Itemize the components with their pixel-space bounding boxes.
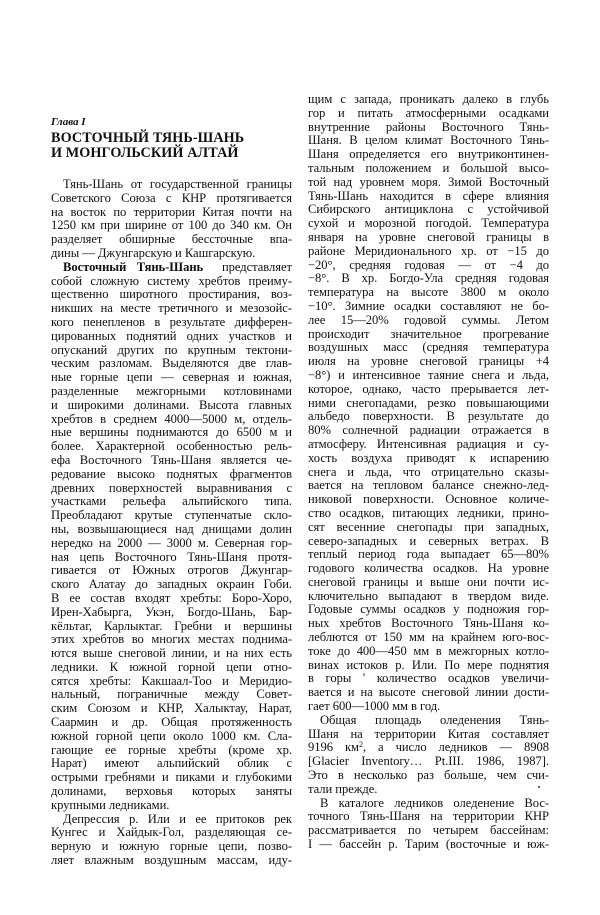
text-line: теплый период года выпадает 65—80% <box>308 547 549 562</box>
text-line: гает 600—1000 мм в год. <box>308 699 441 714</box>
text-line: ство осадков, питающих ледники, прино- <box>308 505 549 520</box>
bold-term: Восточный Тянь-Шань <box>63 259 204 274</box>
text-line: ны, возвышающиеся над днищами долин <box>51 521 292 536</box>
text-line-bold-lead <box>51 261 292 275</box>
text-line: ная цепь Восточного Тянь-Шаня протя- <box>51 549 292 564</box>
text-line: южной горной цепи около 1000 км. Сла- <box>51 728 292 743</box>
text-line: 1250 км при ширине от 100 до 340 км. Он <box>51 218 292 233</box>
text-line: ключительно выпадают в твердом виде. <box>308 588 549 603</box>
text-line: собой сложную систему хребтов преиму- <box>51 273 292 288</box>
text-line: гивается от Южных отрогов Джунгар- <box>51 563 292 578</box>
text-line: щим с запада, проникать далеко в глубь <box>308 92 549 106</box>
text-line: редование высоко поднятых фрагментов <box>51 466 292 481</box>
text-line: Саармин и др. Общая протяженность <box>51 715 292 730</box>
text-line: точного Тянь-Шаня на территории КНР <box>308 809 549 824</box>
text-line: опусканий других по крупным тектони- <box>51 342 292 357</box>
text-line: и широкими долинами. Высота главных <box>51 397 292 412</box>
text-line: В каталоге ледников оледенение Вос- <box>320 795 549 810</box>
text-line: винах истоков р. Или. По мере поднятия <box>308 657 549 672</box>
text-line: I — бассейн р. Тарим (восточные и юж- <box>308 837 549 852</box>
text-line: Шаня на территории Китая составляет <box>308 726 549 741</box>
text-line: вается на тепловом балансе снежно-лед- <box>308 478 549 493</box>
text-line: тали прежде. <box>308 781 378 796</box>
text-line: −10°. Зимние осадки составляют не бо- <box>308 298 549 313</box>
text-line: на восток по территории Китая почти на <box>51 204 292 219</box>
text-line: воздушных масс (средняя температура <box>308 340 549 355</box>
text-line: Депрессия р. Или и ее притоков рек <box>63 811 292 826</box>
text-line: Советского Союза с КНР протягивается <box>51 190 292 205</box>
text-line: В ее состав входят хребты: Боро-Хоро, <box>51 590 292 605</box>
text-line: −8°. В хр. Богдо-Ула средняя годовая <box>308 271 549 286</box>
text-line: токе до 400—450 мм в межгорных котло- <box>308 643 549 658</box>
text-line: снеговой границы и выше они почти ис- <box>308 574 549 589</box>
text-line: дины — Джунгарскую и Кашгарскую. <box>51 245 256 260</box>
text-line: которое, однако, часто прерывается лет- <box>308 381 549 396</box>
text-line: рассматривается по четырем бассейнам: <box>308 823 549 838</box>
text-line: той над уровнем моря. Зимой Восточный <box>308 174 549 189</box>
text-line: северо-западных и северных ветрах. В <box>308 533 549 548</box>
text-line: Это в несколько раз больше, чем счи- <box>308 768 549 783</box>
text-line: никовой поверхности. Основное количе- <box>308 492 549 507</box>
left-text-column <box>51 178 292 868</box>
text-line: ляет влажным воздушным массам, иду- <box>51 853 292 868</box>
text-line: хость воздуха приводят к испарению <box>308 450 549 465</box>
text-line: ским Союзом и КНР, Халыктау, Нарат, <box>51 701 292 716</box>
spacer <box>203 260 222 274</box>
text-line: июля на уровне снеговой границы +4 <box>308 354 549 369</box>
text-line: ческим разломам. Выделяются две глав- <box>51 356 292 371</box>
chapter-title <box>51 131 244 161</box>
text-line: более. Характерной особенностью рель- <box>51 439 292 454</box>
text-line: ефа Восточного Тянь-Шаня является че- <box>51 452 292 467</box>
text-line: гающие ее горные хребты (кроме хр. <box>51 742 292 757</box>
text-line: снега и льда, что отрицательно сказы- <box>308 464 549 479</box>
text-line: верную и южную горные цепи, позво- <box>51 839 292 854</box>
scan-speck <box>538 786 540 788</box>
text-line: Годовые суммы осадков у подножия гор- <box>308 602 549 617</box>
text-line: ними снегопадами, резко повышающими <box>308 395 549 410</box>
text-line: атмосферу. Интенсивная радиация и су- <box>308 436 549 451</box>
text-line: 80% солнечной радиации отражается в <box>308 423 549 438</box>
text-line: Шаня. В целом климат Восточного Тянь- <box>308 133 549 148</box>
text-line: внутренние районы Восточного Тянь- <box>308 119 549 134</box>
text-line: лее 15—20% годовой суммы. Летом <box>308 312 549 327</box>
text-line: районе Меридионального хр. от −15 до <box>308 243 549 258</box>
text-line: [Glacier Inventory… Pt.III. 1986, 1987]. <box>308 754 549 769</box>
text-line: Шаня определяется его внутриконтинен- <box>308 147 549 162</box>
text-line: нередко на 2000 — 3000 м. Северная гор- <box>51 535 292 550</box>
text-line: ных хребтов Восточного Тянь-Шаня ко- <box>308 616 549 631</box>
text-line: нальный, пограничные между Совет- <box>51 687 292 702</box>
superscript: 2 <box>358 740 363 750</box>
text-line: Тянь-Шань находится в сфере влияния <box>308 188 549 203</box>
text-line: цированных поднятий одних участков и <box>51 328 292 343</box>
text-line: температура на высоте 3800 м около <box>308 285 549 300</box>
text-line: происходит значительное прогревание <box>308 326 549 341</box>
text-line: в горы ' количество осадков увеличи- <box>308 671 549 686</box>
text-line: кого пенепленов в результате дифферен- <box>51 314 292 329</box>
text-line: ные горные цепи — северная и южная, <box>51 370 292 385</box>
text-line: разделенные межгорными котловинами <box>51 383 292 398</box>
text-line: Сибирского антициклона с устойчивой <box>308 202 549 217</box>
text-fragment: 9196 км <box>308 740 359 755</box>
chapter-title-line-1: ВОСТОЧНЫЙ ТЯНЬ-ШАНЬ <box>51 130 245 146</box>
text-line: альбедо поверхности. В результате до <box>308 409 549 424</box>
text-line: −20°, средняя годовая — от −4 до <box>308 257 549 272</box>
text-line: леблются от 150 мм на крайнем юго-вос- <box>308 630 549 645</box>
text-line: гор и питать атмосферными осадками <box>308 105 549 120</box>
text-line: хребтов в среднем 4000—5000 м, отдель- <box>51 411 292 426</box>
right-text-column <box>308 93 549 852</box>
text-line: вается и на высоте снеговой линии дости- <box>308 685 549 700</box>
text-line: Общая площадь оледенения Тянь- <box>320 712 549 727</box>
text-line: годового количества осадков. На уровне <box>308 561 549 576</box>
text-line: Нарат) имеют альпийский облик с <box>51 756 292 771</box>
text-line: этих хребтов во многих местах поднима- <box>51 632 292 647</box>
text-fragment: , а число ледников — 8908 <box>362 740 550 755</box>
text-line: разделяет обширные бессточные впа- <box>51 232 292 247</box>
text-line: тальным положением и большой высо- <box>308 160 549 175</box>
text-line: Тянь-Шань от государственной границы <box>63 177 292 191</box>
text-line: ледники. К южной горной цепи отно- <box>51 659 292 674</box>
text-line: участками рельефа альпийского типа. <box>51 494 292 509</box>
text-line-area <box>308 741 549 755</box>
text-line: кёльтаг, Карлыктаг. Гребни и вершины <box>51 618 292 633</box>
text-line: ются выше снеговой линии, и на них есть <box>51 646 292 661</box>
text-line: ского Алатау до западных окраин Гоби. <box>51 577 292 592</box>
chapter-label: Глава I <box>51 116 86 128</box>
text-line: долинами, верховья которых заняты <box>51 784 292 799</box>
text-line: Ирен-Хабырга, Укэн, Богдо-Шань, Бар- <box>51 604 292 619</box>
text-line: древних поверхностей выравнивания с <box>51 480 292 495</box>
text-line: сухой и морозной погодой. Температура <box>308 216 549 231</box>
text-fragment: представляет <box>221 259 292 274</box>
text-line: −8°) и интенсивное таяние снега и льда, <box>308 367 549 382</box>
text-line: щественно широтного простирания, воз- <box>51 287 292 302</box>
text-line: сятся хребты: Какшаал-Тоо и Меридио- <box>51 673 292 688</box>
text-line: Кунгес и Хайдык-Гол, разделяющая се- <box>51 825 292 840</box>
text-line: острыми гребнями и пиками и глубокими <box>51 770 292 785</box>
text-line: ные вершины поднимаются до 6500 м и <box>51 425 292 440</box>
text-line: января на уровне снеговой границы в <box>308 229 549 244</box>
text-line: сят весенние снегопады при западных, <box>308 519 549 534</box>
text-line: Преобладают крутые ступенчатые скло- <box>51 508 292 523</box>
text-line: крупными ледниками. <box>51 797 170 812</box>
chapter-title-line-2: И МОНГОЛЬСКИЙ АЛТАЙ <box>51 145 239 161</box>
text-line: никших на месте третичного и мезозойс- <box>51 301 292 316</box>
